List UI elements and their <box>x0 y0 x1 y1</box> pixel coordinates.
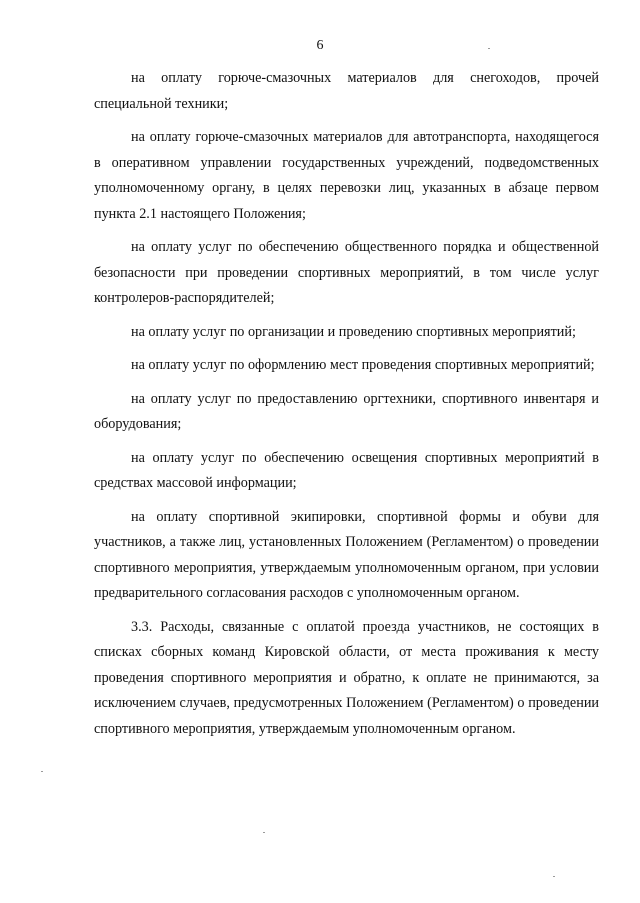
paragraph-public-order: на оплату услуг по обеспечению общественного порядка и общественной безопасности при проведении спортивных мероприятий, в том числе услуг контролеров-распорядителей; <box>94 239 599 306</box>
paragraph-media-coverage: на оплату услуг по обеспечению освещения спортивных мероприятий в средствах массовой информации; <box>94 449 599 491</box>
scan-speck <box>488 48 490 49</box>
scan-speck <box>263 832 265 833</box>
scan-speck <box>553 876 555 877</box>
paragraph-fuel-vehicles: на оплату горюче-смазочных материалов для автотранспорта, находящегося в оперативном управлении государственных учреждений, подведомственных уполномоченному органу, в целях перевозки лиц, указанных в абзаце первом пункта 2.1 настоящего Положения; <box>94 129 599 222</box>
paragraph-clause-3-3: 3.3. Расходы, связанные с оплатой проезда участников, не состоящих в списках сборных команд Кировской области, от места проживания к месту проведения спортивного мероприятия и обратно, к оплате не принимаются, за исключением случаев, предусмотренных Положением (Регламентом) о проведении спортивного мероприятия, утверждаемым уполномоченным органом. <box>94 618 599 737</box>
scan-speck <box>41 771 43 772</box>
paragraph-fuel-snowmobiles: на оплату горюче-смазочных материалов для снегоходов, прочей специальной техники; <box>94 70 599 112</box>
paragraph-sports-gear: на оплату спортивной экипировки, спортивной формы и обуви для участников, а также лиц, установленных Положением (Регламентом) о проведении спортивного мероприятия, утверждаемым уполномоченным органом, при условии предварительного согласования расходов с уполномоченным органом. <box>94 508 599 601</box>
document-body <box>94 66 599 742</box>
page-number: 6 <box>316 38 324 53</box>
paragraph-venue-decoration: на оплату услуг по оформлению мест проведения спортивных мероприятий; <box>131 357 595 373</box>
paragraph-equipment: на оплату услуг по предоставлению оргтехники, спортивного инвентаря и оборудования; <box>94 390 599 432</box>
paragraph-organization: на оплату услуг по организации и проведению спортивных мероприятий; <box>131 323 576 340</box>
